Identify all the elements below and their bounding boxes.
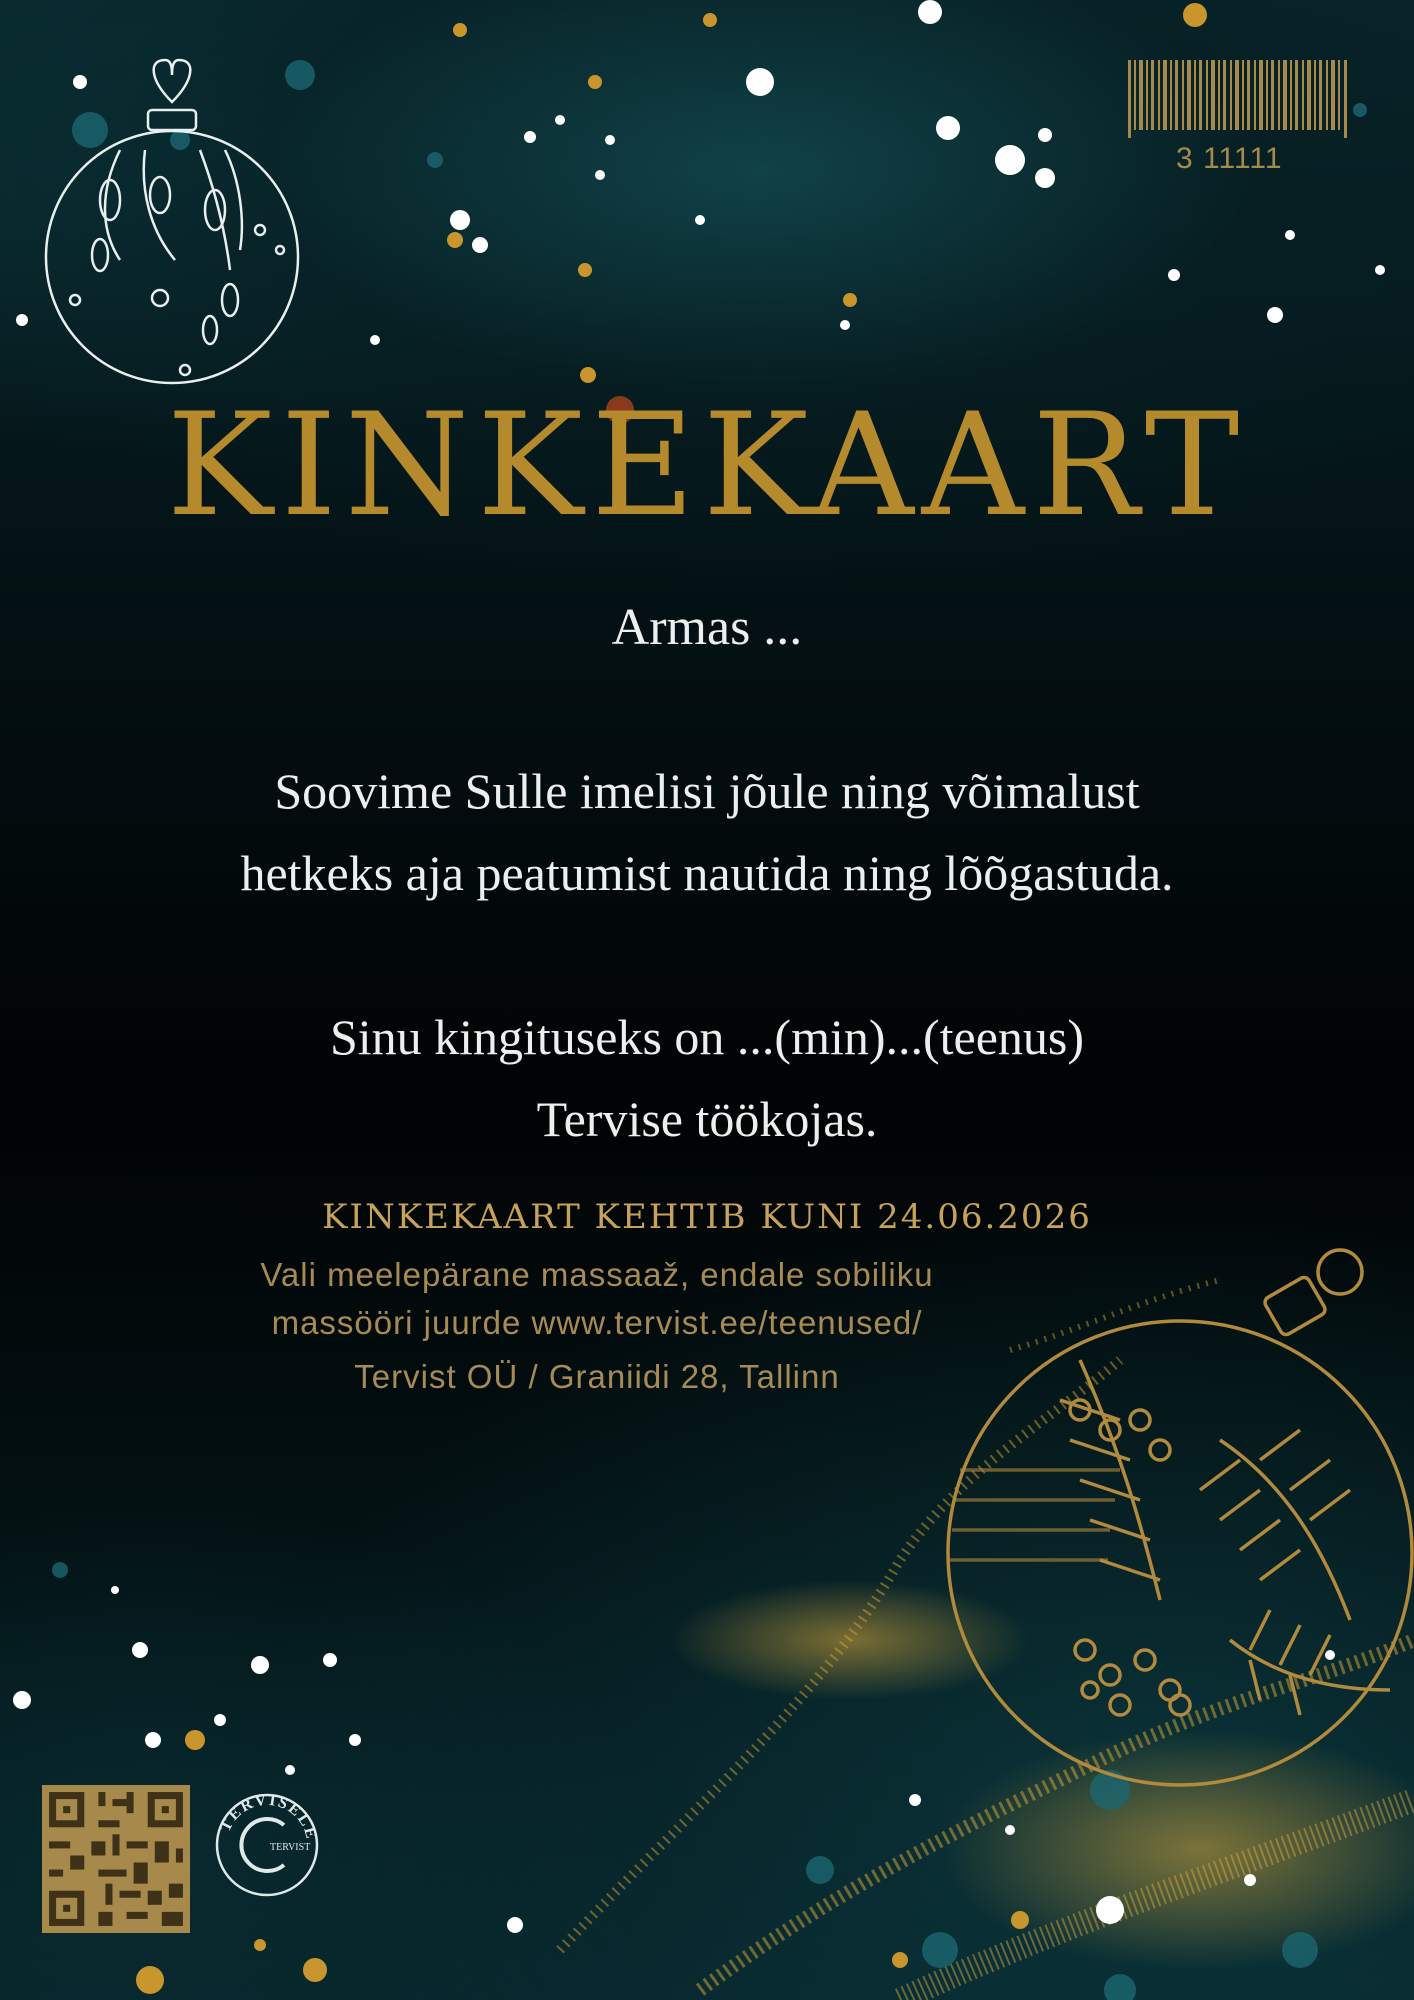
gold-dots bbox=[136, 3, 1207, 1994]
greeting-text: Armas ... bbox=[611, 599, 803, 656]
info-line-1: Vali meelepärane massaaž, endale sobiliku bbox=[260, 1256, 934, 1293]
tervist-logo-icon bbox=[212, 1790, 322, 1900]
svg-text:TERVISELE bbox=[217, 1792, 320, 1843]
validity-text: KINKEKAART KEHTIB KUNI 24.06.2026 bbox=[322, 1197, 1092, 1237]
barcode-icon bbox=[1128, 58, 1348, 140]
ornament-icon bbox=[46, 60, 298, 383]
logo-center-text: TERVIST bbox=[270, 1842, 311, 1853]
qr-code-icon[interactable] bbox=[42, 1785, 190, 1933]
logo-ring-text: TERVISELE bbox=[216, 1791, 320, 1843]
wish-line-2: hetkeks aja peatumist nautida ning lõõgastuda. bbox=[240, 845, 1174, 901]
info-line-3: Tervist OÜ / Graniidi 28, Tallinn bbox=[354, 1358, 840, 1395]
gift-line-2: Tervise töökojas. bbox=[536, 1091, 878, 1147]
info-line-2: massööri juurde www.tervist.ee/teenused/ bbox=[271, 1304, 923, 1341]
gift-line-1: Sinu kingituseks on ...(min)...(teenus) bbox=[329, 1009, 1085, 1065]
wish-line-1: Soovime Sulle imelisi jõule ning võimalust bbox=[274, 763, 1140, 819]
barcode-number: 3 11111 bbox=[1176, 142, 1283, 175]
card-title: KINKEKAART bbox=[166, 383, 1248, 548]
